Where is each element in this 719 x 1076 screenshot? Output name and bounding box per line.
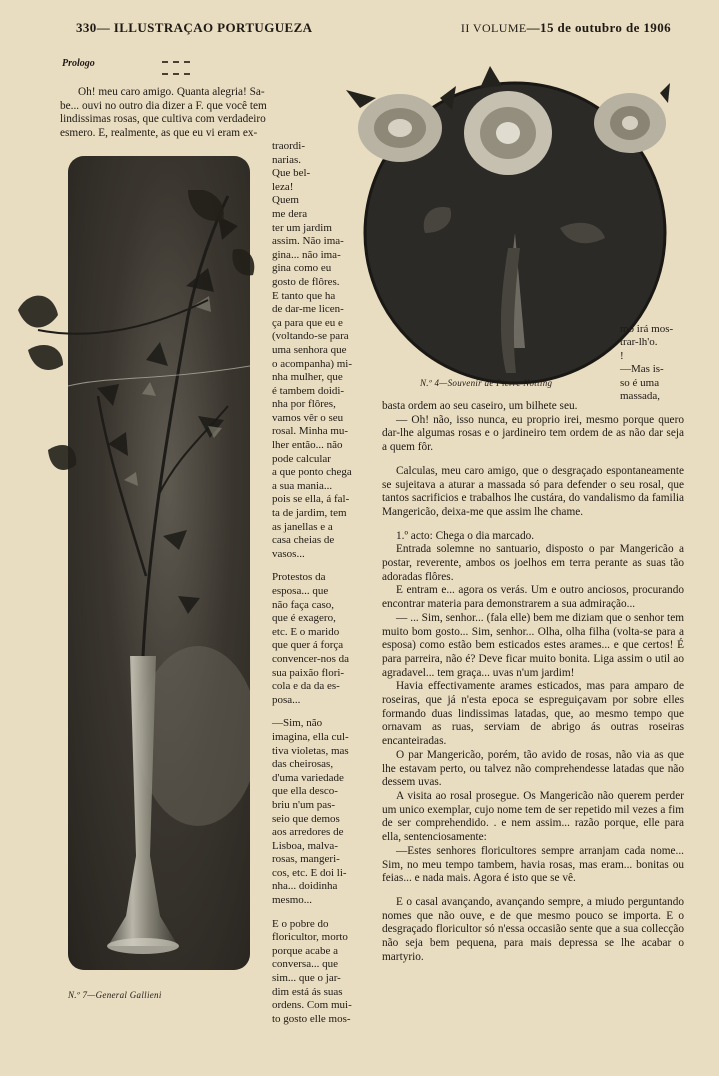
- section-label: Prologo: [62, 58, 95, 69]
- narrow-line: a sua mania...: [272, 479, 333, 492]
- right-top-line: trar-lh'o.: [620, 336, 658, 349]
- narrow-line: pois se ella, á fal-: [272, 493, 350, 506]
- narrow-line: sim... que o jar-: [272, 972, 341, 985]
- narrow-line: de dar-me licen-: [272, 303, 344, 316]
- paragraph: — ... Sim, senhor... (fala elle) bem me diziam que o senhor tem muito bom gosto... Sim, senhor... Olha, olha filha (volta-se para a esposa) como estão bem esticados estes arames... e que certos! É para parreira, não é? Deve ficar muito bonita. Liga assim o util ao agradavel... tem graça... uvas n'um jardim!: [382, 611, 684, 679]
- narrow-line: to gosto elle mos-: [272, 1012, 351, 1025]
- narrow-line: lher então... não: [272, 439, 343, 452]
- paragraph: A visita ao rosal prosegue. Os Mangericão não querem perder um unico exemplar, cujo nome tem de ser repetido mil vezes a fim de ser comprehendido. . e nem assim... razão porque, elle para ella, sentenciosamente:: [382, 789, 684, 844]
- paragraph: [382, 886, 684, 896]
- intro-line: esmero. E, realmente, as que eu vi eram ex-: [60, 127, 258, 140]
- narrow-line: pode calcular: [272, 452, 331, 465]
- narrow-line: a que ponto chega: [272, 466, 352, 479]
- intro-line: lindissimas rosas, que cultiva com verdadeiro: [60, 113, 266, 126]
- narrow-line: conversa... que: [272, 958, 338, 971]
- paragraph: Havia effectivamente arames esticados, mas para amparo de roseiras, que já n'esta epoca se espreguiçavam por sobre elles formando duas lindissimas latadas, que, ao mesmo tempo que ornavam as ruas, serviam de abrigo ás outras roseiras encanteiradas.: [382, 680, 684, 748]
- narrow-line: o acompanha) mi-: [272, 357, 353, 370]
- paragraph: — Oh! não, isso nunca, eu proprio irei, mesmo porque quero dar-lhe algumas rosas e o jardineiro tem ordem de as não dar seja a quem fôr.: [382, 413, 684, 454]
- narrow-line: ça para que eu e: [272, 316, 343, 329]
- narrow-line: ta de jardim, tem: [272, 507, 347, 520]
- narrow-line: Protestos da: [272, 571, 326, 584]
- narrow-line: me dera: [272, 207, 308, 220]
- narrow-line: Que bel-: [272, 167, 311, 180]
- narrow-line: (voltando-se para: [272, 330, 349, 343]
- narrow-line: E o pobre do: [272, 917, 329, 930]
- narrow-line: uma senhora que: [272, 343, 347, 356]
- rose-blossom-right: [594, 83, 670, 153]
- narrow-line: nha... doidinha: [272, 880, 338, 893]
- narrow-line: Quem: [272, 194, 299, 207]
- narrow-line: gosto de flôres.: [272, 275, 340, 288]
- page-header: [0, 20, 719, 40]
- narrow-line: [272, 707, 354, 717]
- page-title: 330— ILLUSTRAÇAO PORTUGUEZA: [76, 20, 313, 35]
- narrow-line: ter um jardim: [272, 221, 332, 234]
- narrow-line: Lisboa, malva-: [272, 839, 338, 852]
- narrow-line: rosal. Minha mu-: [272, 425, 349, 438]
- narrow-line: não faça caso,: [272, 598, 334, 611]
- right-top-line: !: [620, 349, 624, 362]
- narrow-line: esposa... que: [272, 585, 329, 597]
- narrow-line: é tambem doidi-: [272, 384, 345, 397]
- narrow-line: —Sim, não: [272, 717, 323, 730]
- date-label: —15 de outubro de 1906: [526, 20, 671, 35]
- right-top-line: mo irá mos-: [620, 323, 674, 335]
- rose-illustration: [330, 58, 670, 388]
- narrow-line: assim. Não ima-: [272, 235, 344, 248]
- intro-text: [60, 86, 348, 141]
- paragraph: O par Mangericão, porém, tão avido de rosas, não via as que lhe estavam perto, ou talvez não comprehendesse latadas que não dessem uvas.: [382, 748, 684, 789]
- narrow-line: d'uma variedade: [272, 771, 344, 784]
- paragraph: E o casal avançando, avançando sempre, a miudo perguntando nomes que não ouve, e de que mesmo pouco se importa. E o desgraçado floricultor só n'essa occasião sente que a sua collecção não seja bem pequena, para mais depressa se lhe acabar o martyrio.: [382, 895, 684, 963]
- paragraph: E entram e... agora os verás. Um e outro anciosos, procurando encontrar materia para demonstrarem a sua admiração...: [382, 584, 684, 611]
- narrow-line: tiva violetas, mas: [272, 744, 349, 757]
- narrow-line: que ella desco-: [272, 785, 338, 798]
- narrow-line: traordi-: [272, 140, 305, 152]
- narrow-line: porque acabe a: [272, 944, 338, 957]
- narrow-line: seio que demos: [272, 812, 340, 825]
- narrow-line: que quer á força: [272, 639, 344, 652]
- narrow-line: que é exagero,: [272, 612, 336, 625]
- paragraph: 1.º acto: Chega o dia marcado.: [396, 529, 535, 542]
- narrow-line: ordens. Com mui-: [272, 999, 352, 1012]
- intro-line: Oh! meu caro amigo. Quanta alegria! Sa-: [78, 86, 265, 98]
- volume-label: II VOLUME: [460, 21, 527, 35]
- narrow-line: imagina, ella cul-: [272, 730, 349, 743]
- narrow-line: cola e da da es-: [272, 680, 340, 693]
- paragraph: [382, 455, 684, 465]
- right-column: [382, 400, 684, 964]
- section-heading: [62, 58, 192, 78]
- narrow-line: etc. E o marido: [272, 625, 340, 638]
- narrow-line: convencer-nos da: [272, 652, 350, 665]
- caption-left-photo: N.º 7—General Gallieni: [68, 990, 162, 1000]
- narrow-line: sua paixão flori-: [272, 666, 345, 679]
- narrow-line: mesmo...: [272, 894, 313, 907]
- narrow-line: [272, 908, 354, 918]
- narrow-line: posa...: [272, 693, 301, 706]
- narrow-line: vasos...: [272, 547, 305, 560]
- right-top-line: —Mas is-: [620, 363, 664, 376]
- caption-round-photo: N.º 4—Souvenir de Pierre Notting: [420, 378, 553, 388]
- narrow-line: dim está ás suas: [272, 985, 343, 998]
- narrow-line: rosas, mangeri-: [272, 853, 340, 866]
- leaf-overhang: [8, 190, 258, 550]
- paragraph: basta ordem ao seu caseiro, um bilhete seu.: [382, 400, 578, 412]
- narrow-line: as janellas e a: [272, 520, 333, 533]
- right-top-line: massada,: [620, 390, 661, 403]
- narrow-line: leza!: [272, 180, 294, 193]
- narrow-line: gina como eu: [272, 262, 332, 275]
- narrow-line: briu n'um pas-: [272, 798, 336, 811]
- issue-date: [461, 20, 671, 36]
- right-top-line: so é uma: [620, 376, 660, 389]
- paragraph: —Estes senhores floricultores sempre arranjam cada nome... Sim, no meu tempo tambem, havia rosas, mas eram... bonitas ou feias... e nada mais. Agora é isto que se vê.: [382, 844, 684, 885]
- narrow-line: nha por flôres,: [272, 398, 336, 411]
- right-top-lines: [620, 323, 690, 403]
- paragraph: [382, 520, 684, 530]
- paragraph: Calculas, meu caro amigo, que o desgraçado espontaneamente se sujeitava a aturar a massada só para defender o seu rosal, que tantos sacrificios e trabalhos lhe custára, do vandalismo da familia Mangericão, deixa-me que assim lhe chame.: [382, 464, 684, 518]
- ornament-dashes: [162, 61, 190, 75]
- intro-line: be... ouvi no outro dia dizer a F. que você tem: [60, 99, 267, 112]
- narrow-line: cos, etc. E doi li-: [272, 866, 347, 879]
- narrow-line: aos arredores de: [272, 826, 344, 839]
- narrow-line: E tanto que ha: [272, 289, 336, 302]
- narrow-line: gina... não ima-: [272, 248, 341, 261]
- narrow-line: narias.: [272, 153, 302, 166]
- narrow-line: das cheirosas,: [272, 758, 334, 771]
- narrow-line: floricultor, morto: [272, 931, 348, 944]
- narrow-line: casa cheias de: [272, 534, 335, 547]
- narrow-line: [272, 561, 354, 571]
- narrow-line: vamos vêr o seu: [272, 411, 344, 424]
- paragraph: Entrada solemne no santuario, disposto o par Mangericão a postar, reverente, ambos os joelhos em terra perante as suas tão adoradas flôres.: [382, 543, 684, 583]
- narrow-line: nha mulher, que: [272, 371, 343, 384]
